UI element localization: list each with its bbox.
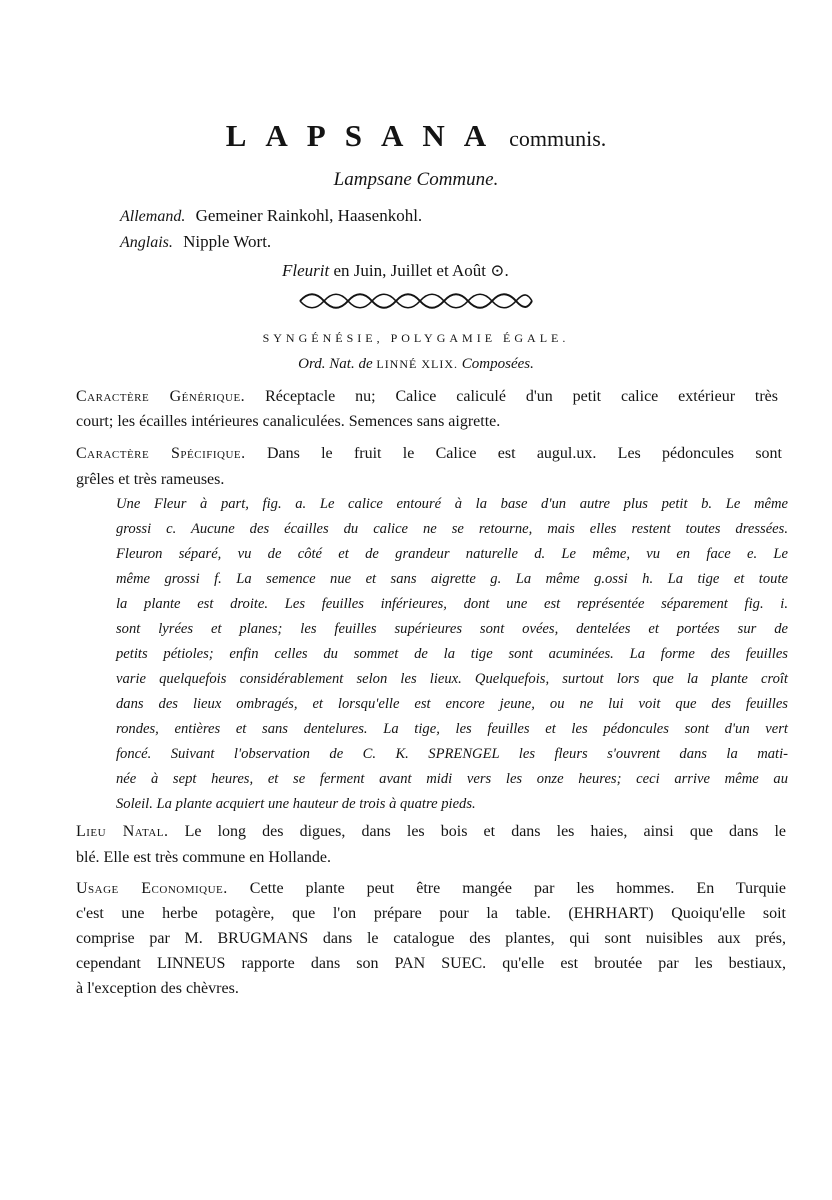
usage-line: à l'exception des chèvres. bbox=[76, 980, 239, 997]
vernacular-name: Gemeiner Rainkohl, Haasenkohl. bbox=[195, 206, 423, 225]
usage-line: c'est une herbe potagère, que l'on prépare pour la table. (EHRHART) Quoiqu'elle soit bbox=[76, 905, 786, 922]
description-line: née à sept heures, et se ferment avant midi vers les onze heures; ceci arrive même au bbox=[116, 771, 788, 787]
vernacular-english bbox=[120, 232, 271, 252]
description-line: foncé. Suivant l'observation de C. K. SPRENGEL les fleurs s'ouvrent dans la mati- bbox=[116, 746, 788, 762]
usage-line bbox=[76, 880, 786, 898]
habitat-line: blé. Elle est très commune en Hollande. bbox=[76, 849, 332, 866]
usage-text: Cette plante peut être mangée par les hommes. En Turquie bbox=[249, 880, 786, 897]
french-name: Lampsane Commune. bbox=[333, 169, 499, 190]
page-title bbox=[0, 118, 832, 154]
specific-character-line bbox=[76, 445, 782, 463]
description-line: Fleuron séparé, vu de côté et de grandeur naturelle d. Le même, vu en face e. Le bbox=[116, 546, 788, 562]
vernacular-german bbox=[120, 206, 422, 226]
species-name: communis. bbox=[509, 126, 607, 151]
description-line: varie quelquefois considérablement selon les lieux. Quelquefois, surtout lors que la plante croît bbox=[116, 671, 788, 687]
language-label: Anglais. bbox=[120, 234, 173, 251]
description-line: sont lyrées et planes; les feuilles supérieures sont ovées, dentelées et portées sur de bbox=[116, 621, 788, 637]
description-line: grossi c. Aucune des écailles du calice ne se retourne, mais elles restent toutes dressées. bbox=[116, 521, 788, 537]
specific-character-line: grêles et très rameuses. bbox=[76, 471, 225, 488]
usage-label: Usage Economique. bbox=[76, 880, 228, 897]
genus-name: LAPSANA bbox=[225, 118, 506, 153]
description-line: même grossi f. La semence nue et sans aigrette g. La même g.ossi h. La tige et toute bbox=[116, 571, 788, 587]
vernacular-name: Nipple Wort. bbox=[183, 232, 272, 251]
ordo-name: Composées. bbox=[461, 356, 534, 372]
usage-line: comprise par M. BRUGMANS dans le catalogue des plantes, qui sont nuisibles aux prés, bbox=[76, 930, 786, 947]
ornamental-divider bbox=[296, 290, 536, 312]
habitat-label: Lieu Natal. bbox=[76, 823, 169, 840]
language-label: Allemand. bbox=[120, 208, 186, 225]
generic-character-label: Caractère Générique. bbox=[76, 388, 246, 405]
linnaean-class: SYNGÉNÉSIE, POLYGAMIE ÉGALE. bbox=[262, 331, 570, 345]
description-line: dans des lieux ombragés, et lorsqu'elle est encore jeune, ou ne lui voit que des feuilles bbox=[116, 696, 788, 712]
usage-line: cependant LINNEUS rapporte dans son PAN SUEC. qu'elle est broutée par les bestiaux, bbox=[76, 955, 786, 972]
generic-character-text: Réceptacle nu; Calice caliculé d'un petit calice extérieur très bbox=[265, 388, 779, 405]
flowering-text: en Juin, Juillet et Août ⊙. bbox=[333, 261, 509, 280]
ordo-author: LINNÉ XLIX. bbox=[376, 357, 459, 371]
generic-character-line bbox=[76, 388, 778, 406]
habitat-text: Le long des digues, dans les bois et dans les haies, ainsi que dans le bbox=[184, 823, 786, 840]
habitat-line bbox=[76, 823, 786, 841]
generic-character-line: court; les écailles intérieures canaliculées. Semences sans aigrette. bbox=[76, 413, 501, 430]
description-line: Une Fleur à part, fig. a. Le calice entouré à la base d'un autre plus petit b. Le même bbox=[116, 496, 788, 512]
ordo-prefix: Ord. Nat. de bbox=[298, 356, 373, 372]
natural-order bbox=[0, 356, 832, 373]
description-line: Soleil. La plante acquiert une hauteur de trois à quatre pieds. bbox=[116, 796, 476, 812]
description-line: petits pétioles; enfin celles du sommet de la tige sont acuminées. La forme des feuilles bbox=[116, 646, 788, 662]
specific-character-label: Caractère Spécifique. bbox=[76, 445, 246, 462]
description-line: la plante est droite. Les feuilles inférieures, dont une est représentée séparement fig. i. bbox=[116, 596, 788, 612]
description-line: rondes, entières et sans dentelures. La tige, les feuilles et les pédoncules sont d'un vert bbox=[116, 721, 788, 737]
specific-character-text: Dans le fruit le Calice est augul.ux. Les pédoncules sont bbox=[266, 445, 782, 462]
flowering-period bbox=[282, 261, 509, 281]
flowering-label: Fleurit bbox=[282, 261, 330, 280]
